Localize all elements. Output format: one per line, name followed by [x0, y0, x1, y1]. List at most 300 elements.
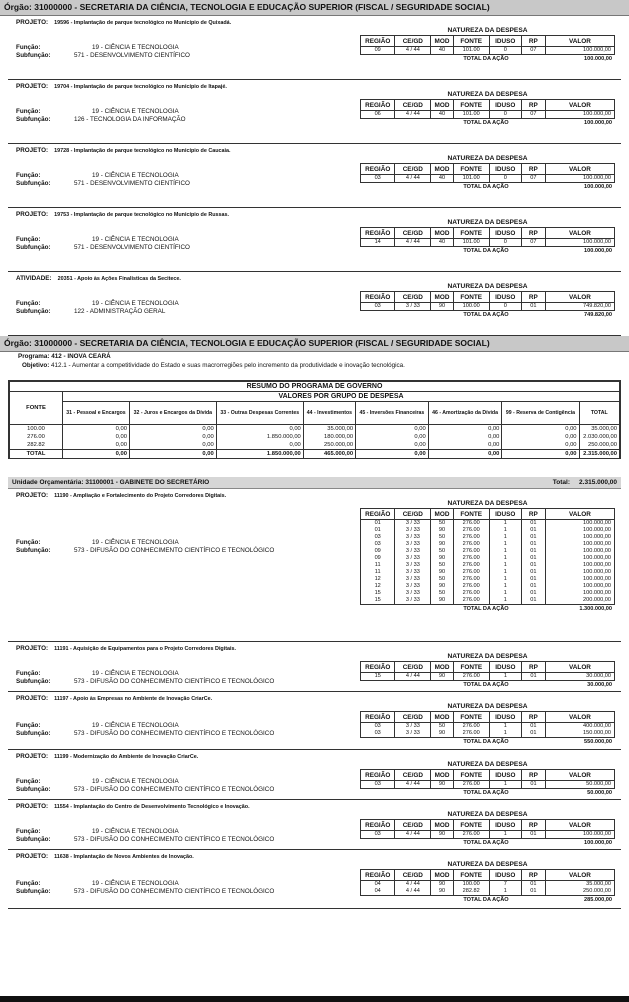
subfuncao-value: 571 - DESENVOLVIMENTO CIENTÍFICO	[74, 180, 190, 187]
despesa-col-header: IDUSO	[489, 100, 521, 111]
funcao-line	[16, 722, 274, 730]
despesa-row	[361, 569, 615, 576]
despesa-col-header: CE/GD	[395, 509, 431, 520]
unidade-total-label: Total:	[552, 479, 571, 486]
resumo-title: RESUMO DO PROGRAMA DE GOVERNO	[10, 382, 620, 392]
despesa-cell: 100.000,00	[545, 831, 614, 839]
despesa-cell: 01	[521, 527, 545, 534]
despesa-row	[361, 597, 615, 605]
despesa-col-header: MOD	[431, 820, 453, 831]
resumo-cell: 0,00	[502, 433, 579, 441]
project-type: PROJETO:	[16, 211, 49, 218]
subfuncao-label: Subfunção:	[16, 730, 51, 737]
subfuncao-label: Subfunção:	[16, 888, 51, 895]
resumo-cell: 2.030.000,00	[579, 433, 619, 441]
funcao-value: 19 - CIÊNCIA E TECNOLOGIA	[92, 236, 179, 243]
despesa-col-header: CE/GD	[395, 164, 431, 175]
despesa-col-header: RP	[521, 509, 545, 520]
despesa-col-header: VALOR	[545, 228, 614, 239]
total-acao-label: TOTAL DA AÇÃO	[463, 56, 509, 62]
despesa-cell: 101.00	[453, 47, 489, 55]
despesa-col-header: CE/GD	[395, 228, 431, 239]
resumo-table	[8, 380, 621, 459]
despesa-cell: 0	[489, 239, 521, 247]
project-title: 11190 - Ampliação e Fortalecimento do Projeto Corredores Digitais.	[54, 493, 227, 499]
subfuncao-label: Subfunção:	[16, 547, 51, 554]
despesa-cell: 100.00	[453, 303, 489, 311]
subfuncao-line	[16, 730, 274, 738]
despesa-cell: 1	[489, 831, 521, 839]
despesa-cell: 01	[521, 583, 545, 590]
despesa-cell: 90	[431, 527, 453, 534]
resumo-col-header: 45 - Inversões Financeiras	[356, 402, 429, 425]
natureza-despesa	[360, 26, 615, 64]
natureza-title: NATUREZA DA DESPESA	[447, 91, 528, 98]
despesa-cell: 35.000,00	[545, 881, 614, 889]
despesa-cell: 50	[431, 534, 453, 541]
despesa-table	[360, 35, 615, 55]
despesa-cell: 3 / 33	[395, 723, 431, 731]
despesa-col-header: IDUSO	[489, 820, 521, 831]
despesa-cell: 07	[521, 47, 545, 55]
resumo-total-cell: 1.850.000,00	[216, 450, 303, 459]
despesa-cell: 90	[431, 673, 454, 681]
resumo-total-cell: 0,00	[63, 450, 130, 459]
despesa-cell: 4 / 44	[395, 239, 431, 247]
despesa-col-header: RP	[521, 100, 545, 111]
total-acao	[360, 183, 615, 192]
natureza-despesa	[360, 499, 615, 614]
despesa-cell: 01	[361, 527, 395, 534]
objetivo: Objetivo: 412.1 - Aumentar a competitividade do Estado e suas macrorregiões pelo incremento da produtividade e inovação tecnológica.	[22, 362, 405, 369]
resumo-cell: 0,00	[356, 425, 429, 434]
despesa-cell: 01	[361, 520, 395, 528]
despesa-col-header: MOD	[431, 712, 453, 723]
despesa-cell: 1	[489, 583, 521, 590]
funcao-value: 19 - CIÊNCIA E TECNOLOGIA	[92, 778, 179, 785]
despesa-col-header: CE/GD	[395, 292, 431, 303]
natureza-title: NATUREZA DA DESPESA	[447, 500, 528, 507]
despesa-cell: 3 / 33	[395, 576, 431, 583]
funcao-subfuncao	[16, 539, 274, 555]
subfuncao-label: Subfunção:	[16, 836, 51, 843]
despesa-row	[361, 562, 615, 569]
subfuncao-value: 573 - DIFUSÃO DO CONHECIMENTO CIENTÍFICO E TECNOLÓGICO	[74, 678, 275, 685]
despesa-cell: 01	[521, 548, 545, 555]
despesa-cell: 100.000,00	[545, 534, 614, 541]
despesa-col-header: REGIÃO	[361, 870, 395, 881]
total-acao-label: TOTAL DA AÇÃO	[463, 312, 509, 318]
funcao-subfuncao	[16, 108, 186, 124]
subfuncao-value: 126 - TECNOLOGIA DA INFORMAÇÃO	[74, 116, 186, 123]
funcao-subfuncao	[16, 236, 190, 252]
despesa-cell: 03	[361, 303, 395, 311]
subfuncao-line	[16, 888, 274, 896]
resumo-col-header: 46 - Amortização da Dívida	[428, 402, 502, 425]
despesa-cell: 01	[521, 888, 545, 896]
resumo-cell: 0,00	[356, 433, 429, 441]
despesa-col-header: REGIÃO	[361, 228, 395, 239]
despesa-cell: 100.000,00	[545, 520, 614, 528]
despesa-cell: 90	[431, 881, 453, 889]
despesa-table	[360, 819, 615, 839]
total-acao	[360, 839, 615, 848]
despesa-cell: 276.00	[453, 555, 489, 562]
total-acao-value: 285.000,00	[584, 897, 612, 903]
funcao-label: Função:	[16, 828, 41, 835]
subfuncao-value: 573 - DIFUSÃO DO CONHECIMENTO CIENTÍFICO E TECNOLÓGICO	[74, 786, 275, 793]
subfuncao-line	[16, 678, 274, 686]
despesa-cell: 276.00	[453, 781, 489, 789]
despesa-cell: 04	[361, 888, 395, 896]
despesa-col-header: CE/GD	[395, 870, 431, 881]
total-acao-label: TOTAL DA AÇÃO	[463, 897, 509, 903]
projects-group-b	[0, 489, 629, 909]
funcao-subfuncao	[16, 828, 274, 844]
despesa-cell: 90	[431, 583, 453, 590]
natureza-title: NATUREZA DA DESPESA	[447, 155, 528, 162]
resumo-cell: 0,00	[428, 441, 502, 450]
despesa-col-header: FONTE	[453, 228, 489, 239]
despesa-cell: 01	[521, 520, 545, 528]
resumo-cell: 0,00	[428, 425, 502, 434]
resumo-cell: 276.00	[10, 433, 63, 441]
total-acao-label: TOTAL DA AÇÃO	[463, 184, 509, 190]
despesa-cell: 1	[489, 576, 521, 583]
project-title: 20351 - Apoio às Ações Finalísticas da Secitece.	[57, 276, 181, 282]
despesa-cell: 90	[431, 541, 453, 548]
despesa-cell: 1	[489, 888, 521, 896]
despesa-cell: 01	[521, 541, 545, 548]
total-acao	[360, 789, 615, 798]
despesa-cell: 3 / 33	[395, 520, 431, 528]
funcao-line	[16, 108, 186, 116]
despesa-cell: 01	[521, 831, 545, 839]
resumo-cell: 35.000,00	[579, 425, 619, 434]
funcao-value: 19 - CIÊNCIA E TECNOLOGIA	[92, 828, 179, 835]
subfuncao-value: 573 - DIFUSÃO DO CONHECIMENTO CIENTÍFICO E TECNOLÓGICO	[74, 730, 275, 737]
despesa-cell: 1	[489, 541, 521, 548]
natureza-title: NATUREZA DA DESPESA	[447, 811, 528, 818]
despesa-cell: 3 / 33	[395, 548, 431, 555]
natureza-title: NATUREZA DA DESPESA	[447, 653, 528, 660]
despesa-cell: 276.00	[453, 520, 489, 528]
total-acao	[360, 55, 615, 64]
despesa-cell: 276.00	[453, 527, 489, 534]
despesa-cell: 40	[431, 111, 453, 119]
resumo-cell: 0,00	[129, 425, 216, 434]
despesa-cell: 1	[489, 548, 521, 555]
despesa-col-header: VALOR	[545, 820, 614, 831]
total-acao-value: 749.820,00	[584, 312, 612, 318]
despesa-cell: 276.00	[453, 597, 489, 605]
subfuncao-label: Subfunção:	[16, 116, 51, 123]
despesa-col-header: VALOR	[545, 770, 614, 781]
funcao-label: Função:	[16, 44, 41, 51]
unidade-total: 2.315.000,00	[579, 479, 617, 486]
subfuncao-label: Subfunção:	[16, 244, 51, 251]
despesa-col-header: REGIÃO	[361, 509, 395, 520]
resumo-subtitle: VALORES POR GRUPO DE DESPESA	[63, 392, 620, 402]
despesa-col-header: FONTE	[453, 36, 489, 47]
despesa-col-header: REGIÃO	[361, 36, 395, 47]
despesa-cell: 01	[521, 590, 545, 597]
despesa-cell: 07	[521, 111, 545, 119]
despesa-cell: 100.000,00	[545, 590, 614, 597]
despesa-col-header: RP	[521, 228, 545, 239]
project-title: 11199 - Modernização do Ambiente de Inovação CriarCe.	[54, 754, 199, 760]
resumo-total-cell: 0,00	[356, 450, 429, 459]
despesa-row	[361, 590, 615, 597]
despesa-cell: 1	[489, 597, 521, 605]
despesa-row	[361, 555, 615, 562]
despesa-table	[360, 711, 615, 738]
project-type: PROJETO:	[16, 83, 49, 90]
project-section	[8, 208, 621, 272]
resumo-cell: 0,00	[216, 441, 303, 450]
despesa-cell: 4 / 44	[395, 673, 431, 681]
despesa-col-header: FONTE	[453, 292, 489, 303]
despesa-col-header: IDUSO	[489, 870, 521, 881]
despesa-cell: 03	[361, 541, 395, 548]
project-type: PROJETO:	[16, 645, 49, 652]
funcao-line	[16, 828, 274, 836]
fonte-header: FONTE	[10, 392, 63, 425]
despesa-cell: 12	[361, 583, 395, 590]
funcao-line	[16, 539, 274, 547]
despesa-cell: 749.820,00	[545, 303, 614, 311]
funcao-subfuncao	[16, 172, 190, 188]
despesa-cell: 15	[361, 590, 395, 597]
funcao-value: 19 - CIÊNCIA E TECNOLOGIA	[92, 880, 179, 887]
total-acao-label: TOTAL DA AÇÃO	[463, 248, 509, 254]
despesa-row	[361, 781, 615, 789]
despesa-cell: 100.000,00	[545, 555, 614, 562]
total-acao	[360, 605, 615, 614]
despesa-cell: 1	[489, 555, 521, 562]
funcao-label: Função:	[16, 722, 41, 729]
resumo-cell: 0,00	[129, 441, 216, 450]
despesa-cell: 90	[431, 781, 454, 789]
total-acao-value: 100.000,00	[584, 56, 612, 62]
project-section	[8, 489, 621, 642]
orgao-header-1: Órgão: 31000000 - SECRETARIA DA CIÊNCIA, TECNOLOGIA E EDUCAÇÃO SUPERIOR (FISCAL / SEGURIDADE SOCIAL)	[0, 0, 629, 16]
despesa-col-header: CE/GD	[395, 36, 431, 47]
despesa-cell: 01	[521, 555, 545, 562]
despesa-cell: 4 / 44	[395, 831, 431, 839]
despesa-cell: 4 / 44	[395, 888, 431, 896]
despesa-cell: 01	[521, 673, 545, 681]
despesa-cell: 01	[521, 730, 545, 738]
despesa-cell: 250.000,00	[545, 888, 614, 896]
despesa-col-header: IDUSO	[489, 292, 521, 303]
despesa-col-header: VALOR	[545, 662, 614, 673]
project-type: PROJETO:	[16, 19, 49, 26]
resumo-col-header: 99 - Reserva de Contigência	[502, 402, 579, 425]
despesa-col-header: IDUSO	[489, 770, 521, 781]
despesa-cell: 1	[489, 723, 521, 731]
despesa-cell: 90	[431, 303, 453, 311]
despesa-cell: 100.000,00	[545, 548, 614, 555]
resumo-row	[10, 441, 620, 450]
project-type: PROJETO:	[16, 853, 49, 860]
despesa-cell: 03	[361, 723, 395, 731]
despesa-cell: 400.000,00	[545, 723, 614, 731]
total-acao-value: 550.000,00	[584, 739, 612, 745]
funcao-subfuncao	[16, 880, 274, 896]
despesa-cell: 3 / 33	[395, 303, 431, 311]
subfuncao-line	[16, 836, 274, 844]
despesa-cell: 06	[361, 111, 395, 119]
project-title: 11197 - Apoio às Empresas no Ambiente de Inovação CriarCe.	[54, 696, 213, 702]
despesa-cell: 1	[489, 673, 521, 681]
project-section	[8, 750, 621, 800]
despesa-cell: 3 / 33	[395, 562, 431, 569]
despesa-cell: 01	[521, 723, 545, 731]
despesa-cell: 100.000,00	[545, 111, 614, 119]
despesa-col-header: RP	[521, 662, 545, 673]
despesa-row	[361, 175, 615, 183]
despesa-cell: 1	[489, 534, 521, 541]
subfuncao-line	[16, 547, 274, 555]
natureza-despesa	[360, 702, 615, 747]
despesa-col-header: REGIÃO	[361, 164, 395, 175]
despesa-cell: 282.82	[453, 888, 489, 896]
subfuncao-label: Subfunção:	[16, 678, 51, 685]
despesa-col-header: CE/GD	[395, 662, 431, 673]
despesa-cell: 01	[521, 881, 545, 889]
funcao-subfuncao	[16, 300, 179, 316]
despesa-cell: 3 / 33	[395, 527, 431, 534]
despesa-row	[361, 239, 615, 247]
total-acao	[360, 738, 615, 747]
natureza-despesa	[360, 652, 615, 690]
resumo-col-header: 33 - Outras Despesas Correntes	[216, 402, 303, 425]
project-section	[8, 800, 621, 850]
despesa-col-header: MOD	[431, 509, 453, 520]
project-section	[8, 692, 621, 750]
project-section	[8, 16, 621, 80]
natureza-despesa	[360, 90, 615, 128]
total-acao-value: 30.000,00	[587, 682, 612, 688]
despesa-cell: 4 / 44	[395, 175, 431, 183]
resumo-cell: 0,00	[502, 441, 579, 450]
project-title: 19753 - Implantação de parque tecnológico no Município de Russas.	[54, 212, 230, 218]
total-acao-value: 100.000,00	[584, 184, 612, 190]
despesa-cell: 03	[361, 534, 395, 541]
despesa-cell: 101.00	[453, 239, 489, 247]
despesa-cell: 01	[521, 562, 545, 569]
despesa-cell: 3 / 33	[395, 569, 431, 576]
despesa-cell: 276.00	[453, 831, 489, 839]
subfuncao-line	[16, 180, 190, 188]
subfuncao-line	[16, 116, 186, 124]
despesa-cell: 50	[431, 723, 453, 731]
funcao-label: Função:	[16, 539, 41, 546]
despesa-cell: 01	[521, 597, 545, 605]
subfuncao-label: Subfunção:	[16, 180, 51, 187]
despesa-table	[360, 869, 615, 896]
despesa-table	[360, 291, 615, 311]
despesa-table	[360, 99, 615, 119]
despesa-cell: 7	[489, 881, 521, 889]
unidade-name: Unidade Orçamentária: 31100001 - GABINETE DO SECRETÁRIO	[12, 479, 210, 486]
funcao-line	[16, 670, 274, 678]
resumo-cell: 0,00	[356, 441, 429, 450]
funcao-line	[16, 44, 190, 52]
despesa-cell: 01	[521, 534, 545, 541]
funcao-label: Função:	[16, 108, 41, 115]
despesa-cell: 50	[431, 562, 453, 569]
despesa-col-header: VALOR	[545, 100, 614, 111]
despesa-cell: 40	[431, 47, 453, 55]
subfuncao-value: 571 - DESENVOLVIMENTO CIENTÍFICO	[74, 52, 190, 59]
subfuncao-label: Subfunção:	[16, 52, 51, 59]
despesa-cell: 50.000,00	[545, 781, 614, 789]
resumo-cell: 0,00	[428, 433, 502, 441]
funcao-label: Função:	[16, 880, 41, 887]
despesa-col-header: VALOR	[545, 509, 614, 520]
resumo-col-header: 44 - Investimentos	[303, 402, 355, 425]
despesa-col-header: MOD	[431, 662, 454, 673]
funcao-line	[16, 172, 190, 180]
project-section	[8, 80, 621, 144]
despesa-cell: 14	[361, 239, 395, 247]
subfuncao-line	[16, 52, 190, 60]
despesa-col-header: IDUSO	[489, 509, 521, 520]
despesa-cell: 01	[521, 781, 545, 789]
despesa-col-header: MOD	[431, 100, 453, 111]
despesa-cell: 07	[521, 175, 545, 183]
despesa-col-header: REGIÃO	[361, 662, 395, 673]
despesa-cell: 09	[361, 555, 395, 562]
despesa-cell: 100.000,00	[545, 569, 614, 576]
despesa-row	[361, 673, 615, 681]
despesa-cell: 0	[489, 175, 521, 183]
despesa-col-header: REGIÃO	[361, 100, 395, 111]
funcao-label: Função:	[16, 670, 41, 677]
total-acao	[360, 896, 615, 905]
despesa-cell: 100.000,00	[545, 527, 614, 534]
total-acao-value: 1.300.000,00	[579, 606, 612, 612]
despesa-col-header: FONTE	[453, 820, 489, 831]
project-section	[8, 850, 621, 909]
project-type: PROJETO:	[16, 803, 49, 810]
despesa-cell: 90	[431, 831, 453, 839]
despesa-cell: 3 / 33	[395, 541, 431, 548]
despesa-cell: 276.00	[453, 548, 489, 555]
project-title: 19596 - Implantação de parque tecnológico no Município de Quixadá.	[54, 20, 232, 26]
funcao-value: 19 - CIÊNCIA E TECNOLOGIA	[92, 722, 179, 729]
natureza-despesa	[360, 218, 615, 256]
project-title: 11638 - Implantação de Novos Ambientes de Inovação.	[54, 854, 194, 860]
funcao-value: 19 - CIÊNCIA E TECNOLOGIA	[92, 539, 179, 546]
despesa-cell: 01	[521, 576, 545, 583]
despesa-col-header: FONTE	[453, 662, 489, 673]
despesa-col-header: VALOR	[545, 712, 614, 723]
subfuncao-label: Subfunção:	[16, 308, 51, 315]
total-acao-label: TOTAL DA AÇÃO	[463, 682, 509, 688]
despesa-cell: 276.00	[453, 576, 489, 583]
despesa-col-header: IDUSO	[489, 712, 521, 723]
despesa-cell: 11	[361, 562, 395, 569]
despesa-col-header: CE/GD	[395, 820, 431, 831]
despesa-col-header: RP	[521, 770, 545, 781]
resumo-cell: 0,00	[216, 425, 303, 434]
resumo-total-cell: 2.315.000,00	[579, 450, 619, 459]
despesa-cell: 90	[431, 597, 453, 605]
project-section	[8, 144, 621, 208]
